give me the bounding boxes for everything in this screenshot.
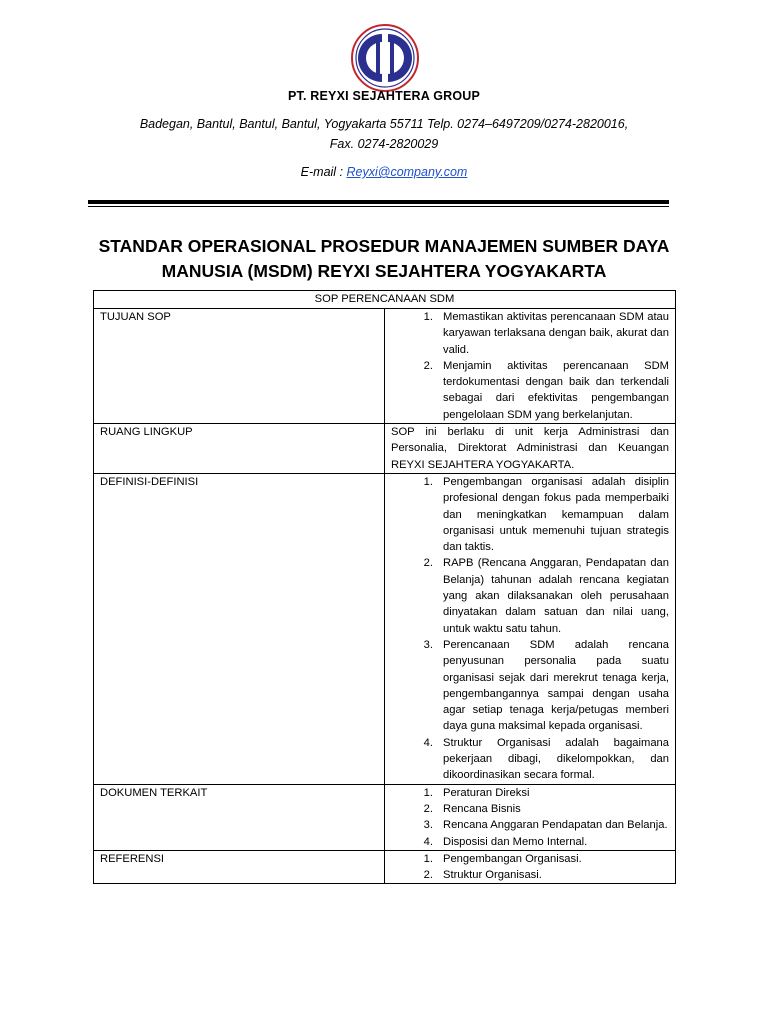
list-item: 1. Pengembangan organisasi adalah disiplin profesional dengan fokus pada memperbaiki dan meningkatkan kemampuan dalam organisasi untuk memenuhi tujuan strategis dan taktis.: [423, 475, 669, 554]
row-content-tujuan: [385, 309, 676, 424]
list-referensi: [391, 851, 669, 884]
list-item: 2. Rencana Bisnis: [423, 802, 521, 815]
row-label-referensi: REFERENSI: [94, 850, 385, 884]
row-label-ruang-lingkup: RUANG LINGKUP: [94, 424, 385, 474]
list-item: 3. Perencanaan SDM adalah rencana penyusunan personalia pada suatu organisasi sejak dari merekrut tenaga kerja, pengembangannya sampai dengan usaha agar setiap tenaga kerja/petugas memberi daya guna maksimal kepada organisasi.: [423, 638, 669, 733]
row-content-definisi: [385, 473, 676, 784]
table-row: [94, 424, 676, 474]
list-item: 1. Pengembangan Organisasi.: [423, 852, 582, 865]
header-divider-thin: [88, 206, 669, 207]
sop-table: [93, 290, 676, 884]
list-definisi: [391, 474, 669, 784]
list-item: 2. RAPB (Rencana Anggaran, Pendapatan dan Belanja) tahunan adalah rencana kegiatan yang akan dilaksanakan oleh perusahaan dinyatakan dalam satuan dan nilai uang, untuk waktu satu tahun.: [423, 557, 669, 635]
row-label-definisi: DEFINISI-DEFINISI: [94, 473, 385, 784]
company-name: PT. REYXI SEJAHTERA GROUP: [287, 89, 481, 103]
row-content-dokumen: [385, 784, 676, 850]
row-label-tujuan: TUJUAN SOP: [94, 309, 385, 424]
email-link[interactable]: Reyxi@company.com: [346, 165, 468, 179]
list-dokumen: [391, 785, 669, 850]
address-line: Badegan, Bantul, Bantul, Bantul, Yogyakarta 55711 Telp. 0274–6497209/0274-2820016,: [139, 117, 629, 131]
email-line: [0, 165, 768, 179]
company-logo: [349, 22, 421, 94]
fax-line: Fax. 0274-2820029: [329, 137, 439, 151]
list-item: 2. Menjamin aktivitas perencanaan SDM terdokumentasi dengan baik dan terkendali sebagai dari efektivitas pengembangan pengelolaan SDM yang berkelanjutan.: [423, 359, 669, 421]
list-item: 4. Disposisi dan Memo Internal.: [423, 835, 588, 848]
email-label: E-mail :: [300, 165, 347, 179]
table-heading: SOP PERENCANAAN SDM: [94, 291, 676, 309]
row-label-dokumen: DOKUMEN TERKAIT: [94, 784, 385, 850]
list-tujuan: [391, 309, 669, 423]
row-content-ruang-lingkup: SOP ini berlaku di unit kerja Administrasi dan Personalia, Direktorat Administrasi dan Keuangan REYXI SEJAHTERA YOGYAKARTA.: [385, 424, 676, 474]
list-item: 3. Rencana Anggaran Pendapatan dan Belanja.: [423, 819, 668, 832]
list-item: 1. Peraturan Direksi: [423, 786, 530, 799]
table-row: [94, 850, 676, 884]
header-divider-thick: [88, 200, 669, 204]
table-row: [94, 784, 676, 850]
table-row: [94, 473, 676, 784]
list-item: 1. Memastikan aktivitas perencanaan SDM atau karyawan terlaksana dengan baik, akurat dan valid.: [423, 311, 669, 356]
table-row: [94, 309, 676, 424]
row-content-referensi: [385, 850, 676, 884]
table-heading-row: [94, 291, 676, 309]
document-title: STANDAR OPERASIONAL PROSEDUR MANAJEMEN SUMBER DAYA MANUSIA (MSDM) REYXI SEJAHTERA YOGYAKARTA: [98, 236, 670, 281]
list-item: 2. Struktur Organisasi.: [423, 869, 542, 882]
list-item: 4. Struktur Organisasi adalah bagaimana pekerjaan dibagi, dikelompokkan, dan dikoordinasikan secara formal.: [423, 736, 669, 782]
